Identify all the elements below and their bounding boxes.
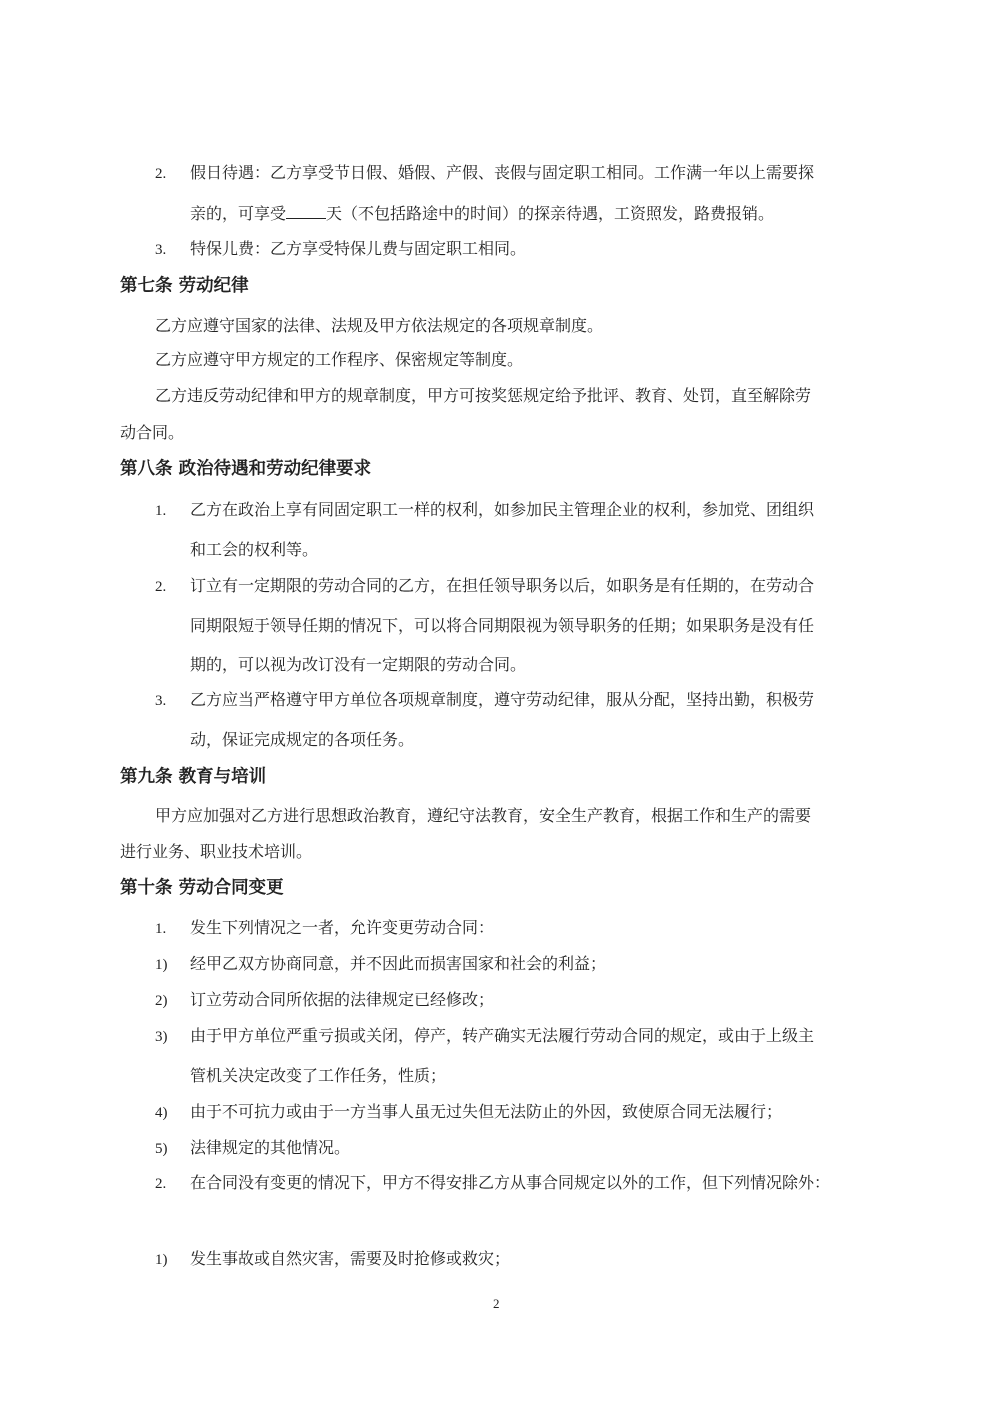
list-item-text: 和工会的权利等。	[190, 540, 319, 559]
list-item-text: 期的，可以视为改订没有一定期限的劳动合同。	[190, 655, 527, 674]
list-number: 3)	[155, 1029, 168, 1045]
list-item-text: 经甲乙双方协商同意，并不因此而损害国家和社会的利益；	[190, 954, 607, 973]
list-number: 1.	[155, 503, 167, 519]
section-heading: 第十条 劳动合同变更	[120, 878, 284, 898]
list-item-text: 乙方应当严格遵守甲方单位各项规章制度，遵守劳动纪律，服从分配，坚持出勤，积极劳	[190, 690, 815, 709]
list-item-text: 订立有一定期限的劳动合同的乙方，在担任领导职务以后，如职务是有任期的，在劳动合	[190, 576, 815, 595]
list-number: 2.	[155, 166, 167, 182]
list-number: 3.	[155, 693, 167, 709]
list-number: 5)	[155, 1141, 168, 1157]
section-heading: 第八条 政治待遇和劳动纪律要求	[120, 459, 372, 479]
list-number: 3.	[155, 242, 167, 258]
section-heading: 第九条 教育与培训	[120, 767, 267, 787]
list-number: 1)	[155, 1252, 168, 1268]
list-item-text: 特保儿费：乙方享受特保儿费与固定职工相同。	[190, 239, 527, 258]
list-number: 2.	[155, 579, 167, 595]
list-item-text: 管机关决定改变了工作任务，性质；	[190, 1066, 447, 1085]
list-item-text: 法律规定的其他情况。	[190, 1138, 351, 1157]
list-item-text: 假日待遇：乙方享受节日假、婚假、产假、丧假与固定职工相同。工作满一年以上需要探	[190, 163, 815, 182]
text-fragment: 天（不包括路途中的时间）的探亲待遇，工资照发，路费报销。	[326, 204, 775, 223]
section-heading: 第七条 劳动纪律	[120, 276, 249, 296]
paragraph-text: 乙方违反劳动纪律和甲方的规章制度，甲方可按奖惩规定给予批评、教育、处罚，直至解除劳	[155, 386, 812, 405]
text-fragment: 亲的，可享受	[190, 204, 287, 223]
paragraph-text: 乙方应遵守甲方规定的工作程序、保密规定等制度。	[155, 350, 524, 369]
list-item-text: 动，保证完成规定的各项任务。	[190, 730, 415, 749]
list-item-text: 在合同没有变更的情况下，甲方不得安排乙方从事合同规定以外的工作，但下列情况除外：	[190, 1173, 831, 1192]
list-number: 4)	[155, 1105, 168, 1121]
list-item-text: 订立劳动合同所依据的法律规定已经修改；	[190, 990, 495, 1009]
list-item-text	[190, 203, 774, 224]
fill-in-blank	[286, 203, 326, 219]
list-item-text: 由于不可抗力或由于一方当事人虽无过失但无法防止的外因，致使原合同无法履行；	[190, 1102, 783, 1121]
list-number: 2.	[155, 1176, 167, 1192]
list-number: 2)	[155, 993, 168, 1009]
paragraph-text: 乙方应遵守国家的法律、法规及甲方依法规定的各项规章制度。	[155, 316, 604, 335]
list-item-text: 由于甲方单位严重亏损或关闭，停产，转产确实无法履行劳动合同的规定，或由于上级主	[190, 1026, 815, 1045]
list-item-text: 发生事故或自然灾害，需要及时抢修或救灾；	[190, 1249, 511, 1268]
list-item-text: 乙方在政治上享有同固定职工一样的权利，如参加民主管理企业的权利，参加党、团组织	[190, 500, 815, 519]
list-number: 1.	[155, 921, 167, 937]
page-number: 2	[493, 1296, 500, 1311]
list-item-text: 发生下列情况之一者，允许变更劳动合同：	[190, 918, 495, 937]
list-item-text: 同期限短于领导任期的情况下，可以将合同期限视为领导职务的任期；如果职务是没有任	[190, 616, 815, 635]
list-number: 1)	[155, 957, 168, 973]
paragraph-text: 甲方应加强对乙方进行思想政治教育，遵纪守法教育，安全生产教育，根据工作和生产的需要	[155, 806, 812, 825]
paragraph-text: 进行业务、职业技术培训。	[120, 842, 313, 861]
paragraph-text: 动合同。	[120, 423, 185, 442]
